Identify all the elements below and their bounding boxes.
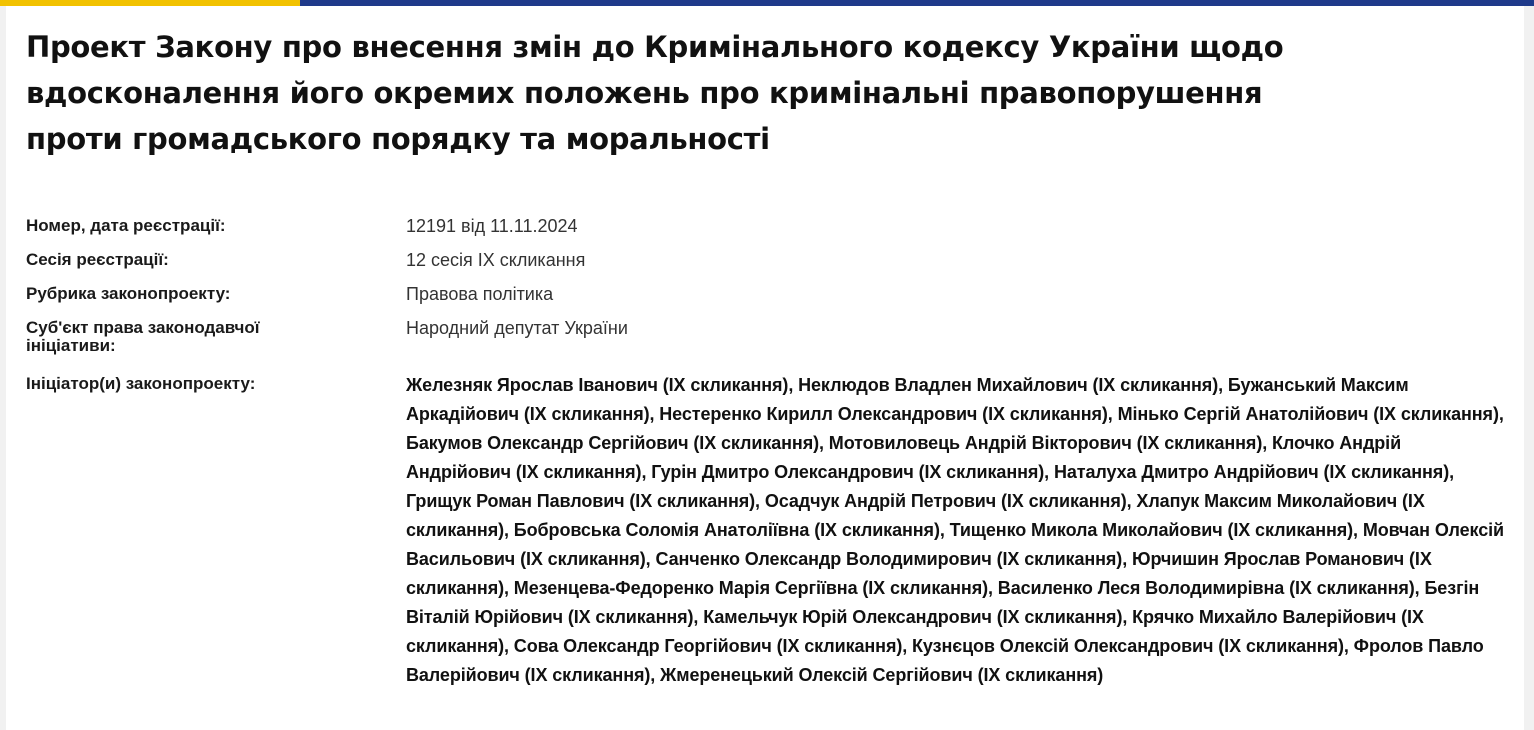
left-page-edge bbox=[0, 6, 6, 730]
initiative-subject-value: Народний депутат України bbox=[406, 318, 628, 338]
initiators-list: Железняк Ярослав Іванович (IX скликання), Неклюдов Владлен Михайлович (IX скликання), Бужанський Максим Аркадійович (IX скликання), Нестеренко Кирилл Олександрович (IX скликання), Мінько Сергій Анатолійович (IX скликання), Бакумов Олександр Сергійович (IX скликання), Мотовиловець Андрій Вікторович (IX скликання), Клочко Андрій Андрійович (IX скликання), Гурін Дмитро Олександрович (IX скликання), Наталуха Дмитро Андрійович (IX скликання), Грищук Роман Павлович (IX скликання), Осадчук Андрій Петрович (IX скликання), Хлапук Максим Миколайович (IX скликання), Бобровська Соломія Анатоліївна (IX скликання), Тищенко Микола Миколайович (IX скликання), Мовчан Олексій Васильович (IX скликання), Санченко Олександр Володимирович (IX скликання), Юрчишин Ярослав Романович (IX скликання), Мезенцева-Федоренко Марія Сергіївна (IX скликання), Василенко Леся Володимирівна (IX скликання), Безгін Віталій Юрійович (IX скликання), Камельчук Юрій Олександрович (IX скликання), Крячко Михайло Валерійович (IX скликання), Сова Олександр Георгійович (IX скликання), Кузнєцов Олексій Олександрович (IX скликання), Фролов Павло Валерійович (IX скликання), Жмеренецький Олексій Сергійович (IX скликання) bbox=[406, 375, 1504, 685]
bill-title: Проект Закону про внесення змін до Кримінального кодексу України щодо вдосконалення його окремих положень про кримінальні правопорушення проти громадського порядку та моральності bbox=[26, 30, 1284, 156]
initiative-subject-label: Суб'єкт права законодавчої ініціативи: bbox=[26, 318, 260, 355]
registration-session-value: 12 сесія IX скликання bbox=[406, 250, 586, 270]
bill-rubric-value: Правова політика bbox=[406, 284, 554, 304]
registration-number-label: Номер, дата реєстрації: bbox=[26, 216, 226, 235]
bill-rubric-label: Рубрика законопроекту: bbox=[26, 284, 231, 303]
bill-info-table bbox=[26, 209, 1506, 698]
registration-number-value: 12191 від 11.11.2024 bbox=[406, 216, 578, 236]
top-accent-yellow bbox=[0, 0, 300, 6]
right-page-edge bbox=[1524, 6, 1534, 730]
bill-card bbox=[26, 24, 1506, 698]
initiators-label: Ініціатор(и) законопроекту: bbox=[26, 374, 256, 393]
top-accent-bar bbox=[0, 0, 1534, 6]
registration-session-label: Сесія реєстрації: bbox=[26, 250, 169, 269]
